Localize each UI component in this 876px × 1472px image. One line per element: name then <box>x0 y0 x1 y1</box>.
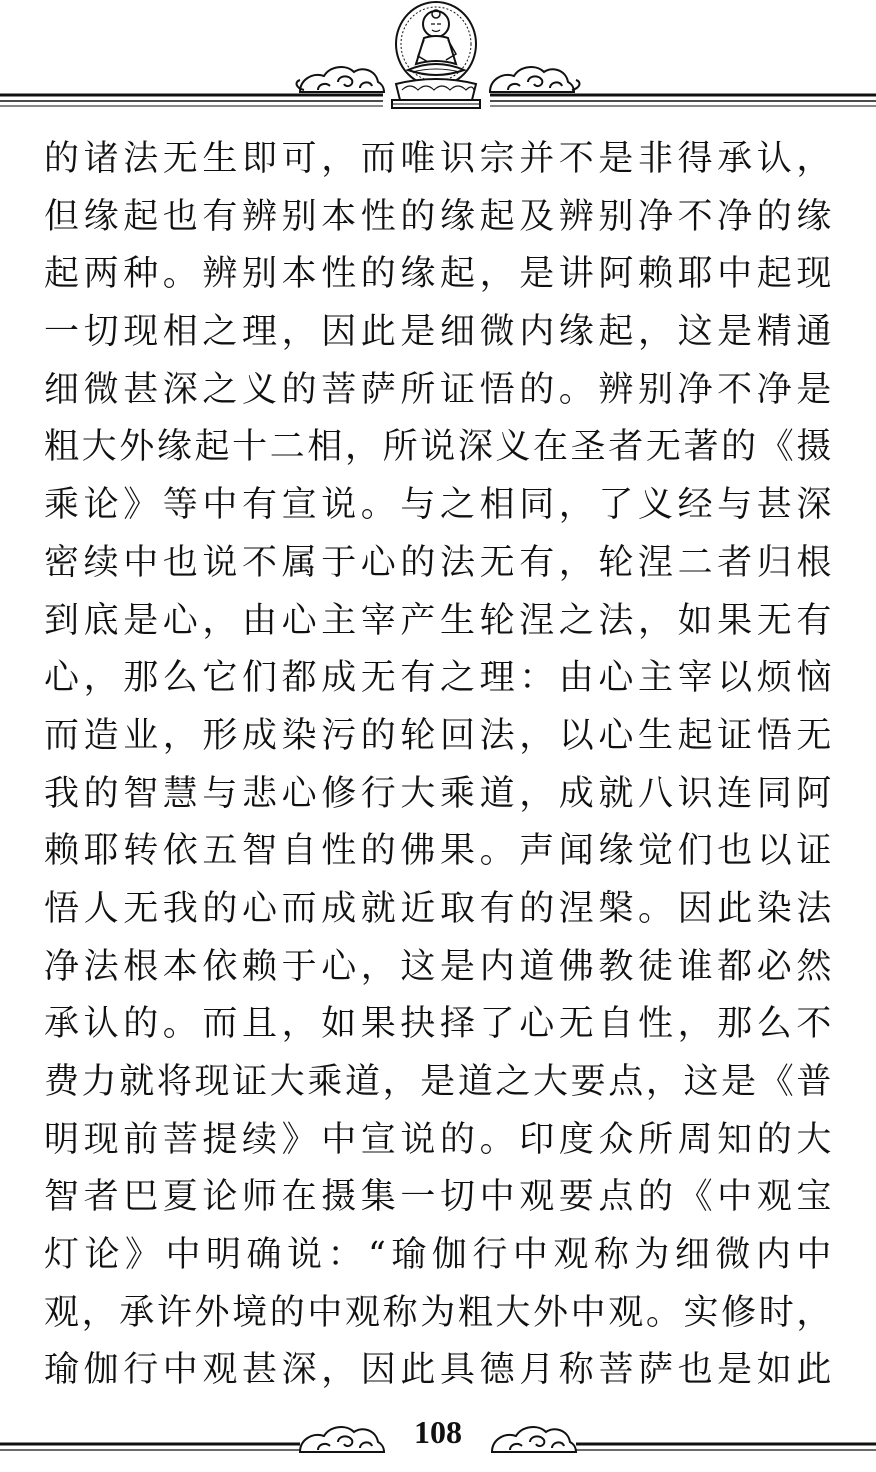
text-line: 我的智慧与悲心修行大乘道，成就八识连同阿 <box>44 773 834 814</box>
text-line: 的诸法无生即可，而唯识宗并不是非得承认， <box>44 139 834 179</box>
body-text <box>44 131 834 1400</box>
text-line: 细微甚深之义的菩萨所证悟的。辨别净不净是 <box>44 369 834 410</box>
cloud-scroll-icon <box>490 67 579 92</box>
text-line: 一切现相之理，因此是细微内缘起，这是精通 <box>44 312 834 353</box>
text-line: 净法根本依赖于心，这是内道佛教徒谁都必然 <box>44 946 834 987</box>
page-number: 108 <box>414 1414 462 1450</box>
text-line: 粗大外缘起十二相，所说深义在圣者无著的《摄 <box>44 427 834 468</box>
text-line: 灯论》中明确说：“瑜伽行中观称为细微内中 <box>44 1235 834 1276</box>
text-line: 乘论》等中有宣说。与之相同，了义经与甚深 <box>44 485 834 526</box>
text-line: 到底是心，由心主宰产生轮涅之法，如果无有 <box>44 600 834 641</box>
text-line: 悟人无我的心而成就近取有的涅槃。因此染法 <box>44 888 834 929</box>
page-footer <box>0 1408 876 1468</box>
text-line: 承认的。而且，如果抉择了心无自性，那么不 <box>44 1004 834 1045</box>
text-line: 而造业，形成染污的轮回法，以心生起证悟无 <box>44 715 834 756</box>
text-line: 但缘起也有辨别本性的缘起及辨别净不净的缘 <box>44 196 834 237</box>
text-line: 密续中也说不属于心的法无有，轮涅二者归根 <box>44 542 834 583</box>
text-line: 瑜伽行中观甚深，因此具德月称菩萨也是如此 <box>44 1350 834 1391</box>
text-line: 赖耶转依五智自性的佛果。声闻缘觉们也以证 <box>44 831 834 872</box>
text-line: 明现前菩提续》中宣说的。印度众所周知的大 <box>44 1119 834 1160</box>
text-line: 智者巴夏论师在摄集一切中观要点的《中观宝 <box>44 1177 834 1218</box>
text-line: 费力就将现证大乘道，是道之大要点，这是《普 <box>44 1062 834 1102</box>
page-header <box>0 0 876 118</box>
cloud-scroll-icon <box>297 67 384 92</box>
header-ornament <box>0 0 876 118</box>
text-line: 起两种。辨别本性的缘起，是讲阿赖耶中起现 <box>44 254 834 295</box>
text-line: 观，承许外境的中观称为粗大外中观。实修时， <box>44 1292 834 1333</box>
buddha-image <box>392 2 480 108</box>
text-line: 心，那么它们都成无有之理：由心主宰以烦恼 <box>44 658 834 699</box>
